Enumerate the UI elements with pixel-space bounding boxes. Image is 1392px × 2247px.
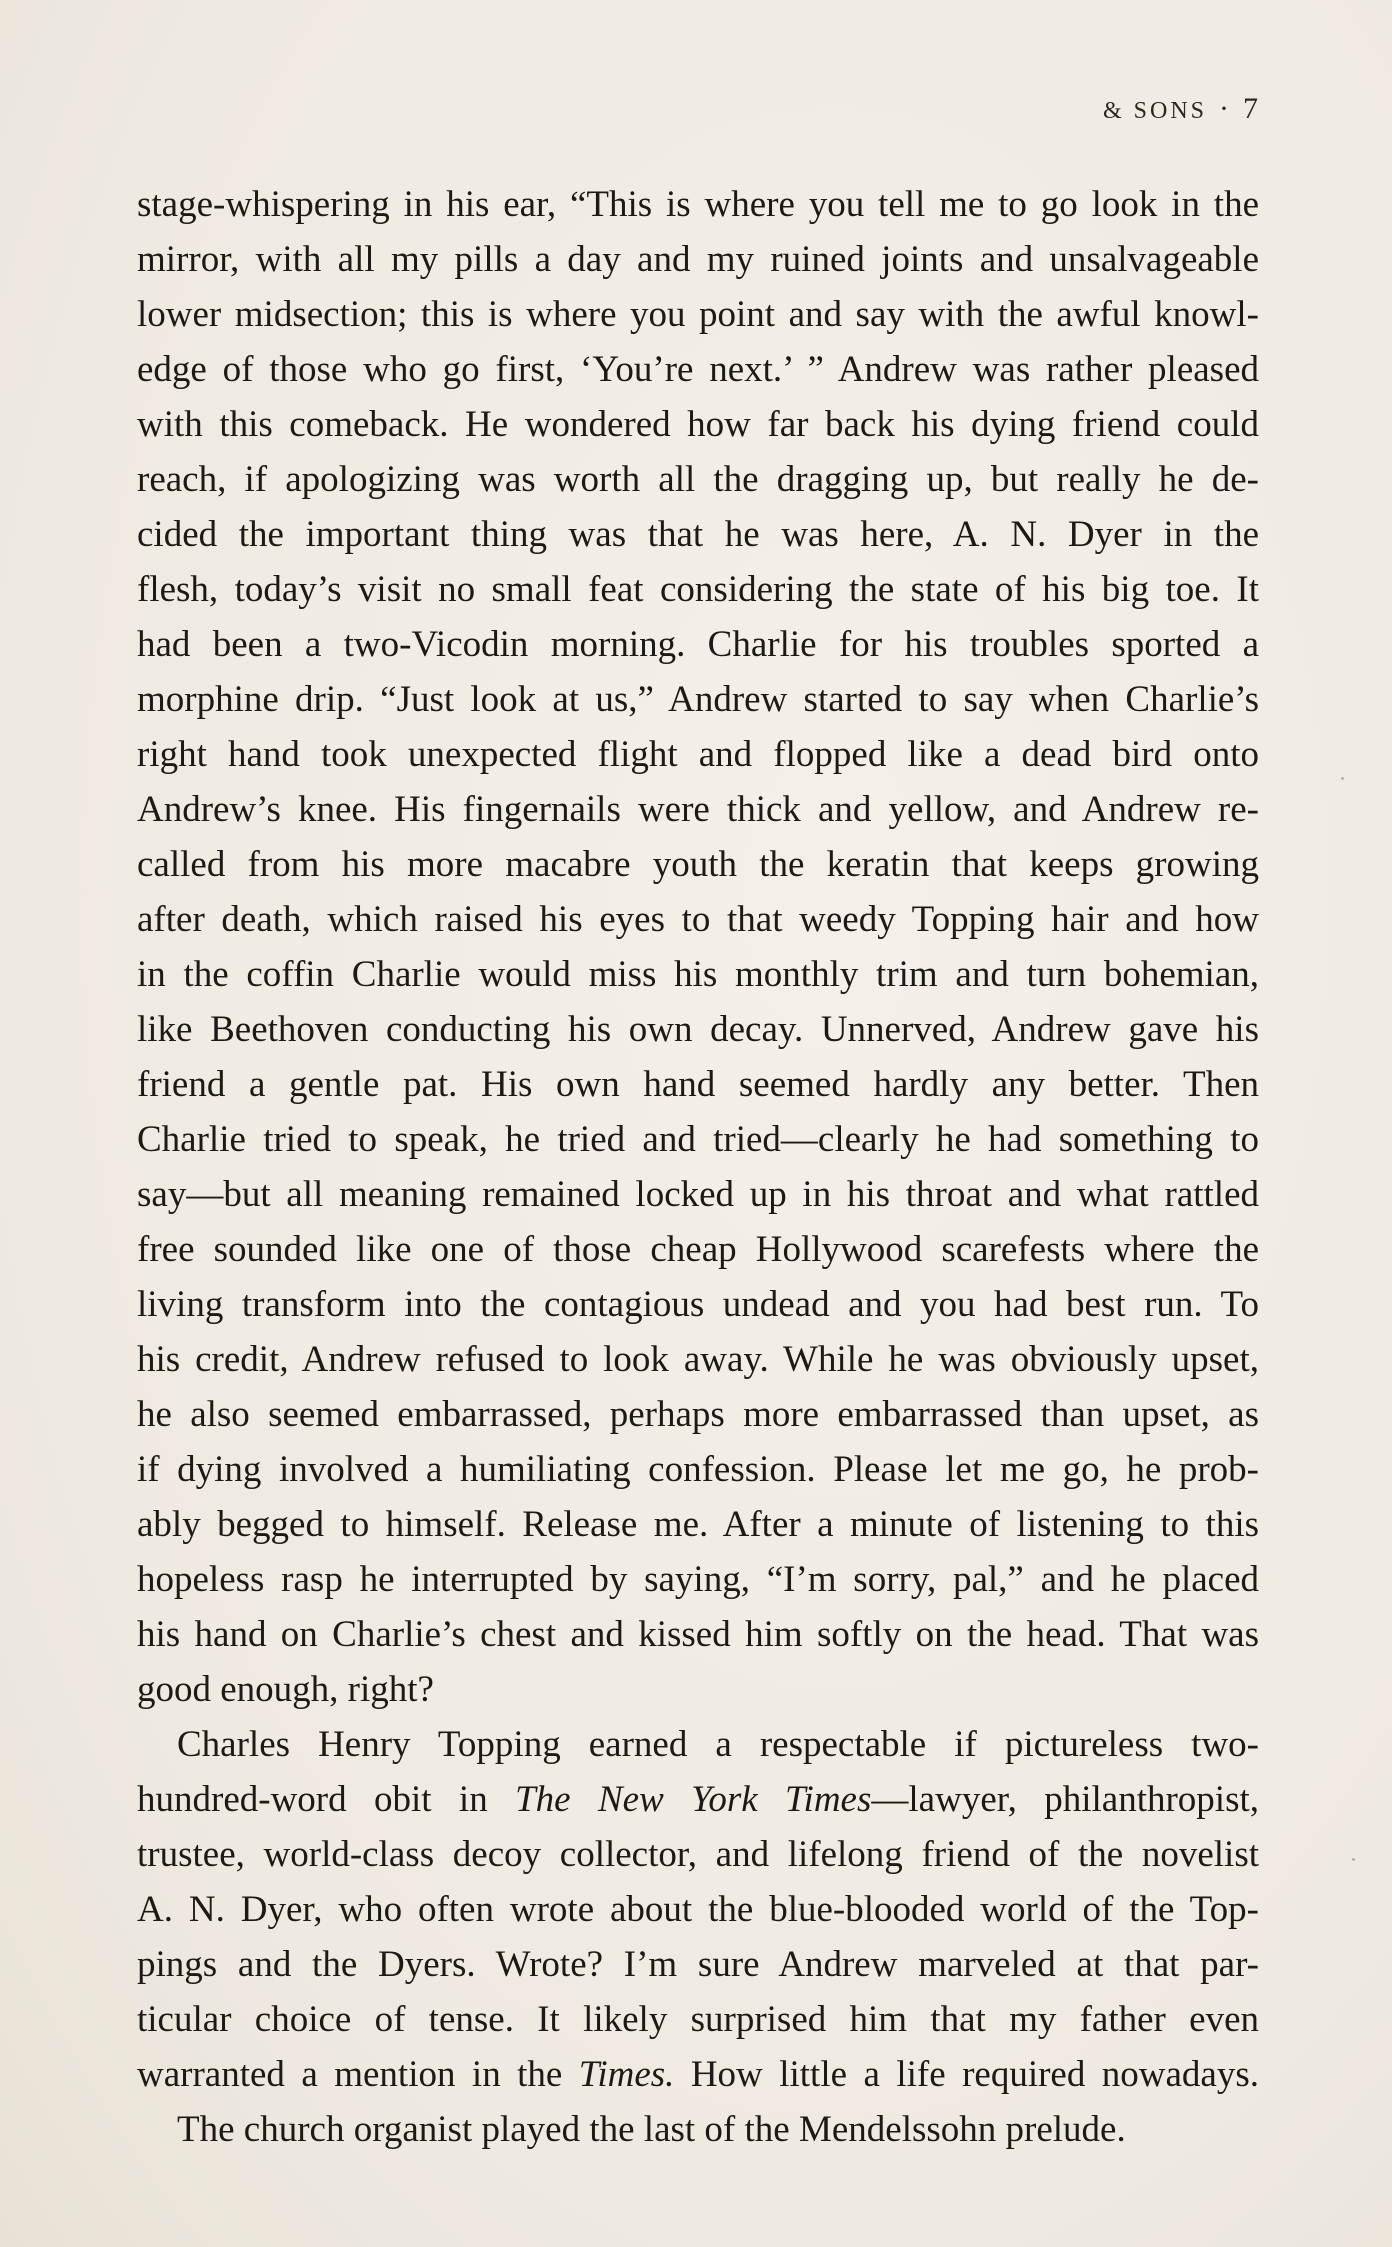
text-line: hopeless rasp he interrupted by saying, “I’m sorry, pal,” and he placed [137, 1559, 1259, 1600]
text-line: in the coffin Charlie would miss his monthly trim and turn bohemian, [137, 954, 1259, 995]
text-line: Charlie tried to speak, he tried and tried—clearly he had something to [137, 1119, 1259, 1160]
header-separator: · [1219, 92, 1231, 125]
text-line: morphine drip. “Just look at us,” Andrew started to say when Charlie’s [137, 679, 1259, 720]
text-line: ticular choice of tense. It likely surprised him that my father even [137, 1999, 1259, 2040]
text-line: Charles Henry Topping earned a respectable if pictureless two- [177, 1724, 1259, 1765]
paper-speck [1352, 1858, 1355, 1861]
text-line [137, 2047, 1259, 2102]
text-line: pings and the Dyers. Wrote? I’m sure Andrew marveled at that par- [137, 1944, 1259, 1985]
text-line: his hand on Charlie’s chest and kissed him softly on the head. That was [137, 1614, 1259, 1655]
text-line: if dying involved a humiliating confession. Please let me go, he prob- [137, 1449, 1259, 1490]
text-line: had been a two-Vicodin morning. Charlie for his troubles sported a [137, 624, 1259, 665]
text-line: ably begged to himself. Release me. After a minute of listening to this [137, 1504, 1259, 1545]
text-line: cided the important thing was that he was here, A. N. Dyer in the [137, 514, 1259, 555]
newspaper-title: The New York Times [515, 1779, 872, 1820]
text-segment: How little a life required nowadays. [674, 2054, 1259, 2095]
text-line: like Beethoven conducting his own decay. Unnerved, Andrew gave his [137, 1009, 1259, 1050]
running-title: & SONS [1102, 98, 1207, 124]
text-line: flesh, today’s visit no small feat considering the state of his big toe. It [137, 569, 1259, 610]
page-number: 7 [1243, 92, 1260, 125]
text-line: Andrew’s knee. His fingernails were thick and yellow, and Andrew re- [137, 789, 1259, 830]
text-line: friend a gentle pat. His own hand seemed hardly any better. Then [137, 1064, 1259, 1105]
text-line: The church organist played the last of the Mendelssohn prelude. [177, 2109, 1126, 2150]
text-line: trustee, world-class decoy collector, and lifelong friend of the novelist [137, 1834, 1259, 1875]
text-segment: hundred-word obit in [137, 1779, 516, 1820]
running-header [1103, 92, 1260, 126]
text-line: mirror, with all my pills a day and my ruined joints and unsalvageable [137, 239, 1259, 280]
text-segment: —lawyer, philanthropist, [871, 1779, 1259, 1820]
text-line: with this comeback. He wondered how far back his dying friend could [137, 404, 1259, 445]
text-line: after death, which raised his eyes to that weedy Topping hair and how [137, 899, 1259, 940]
text-line: stage-whispering in his ear, “This is where you tell me to go look in the [137, 184, 1259, 225]
text-line: he also seemed embarrassed, perhaps more embarrassed than upset, as [137, 1394, 1259, 1435]
text-line: called from his more macabre youth the keratin that keeps growing [137, 844, 1259, 885]
text-line: living transform into the contagious undead and you had best run. To [137, 1284, 1259, 1325]
text-segment: warranted a mention in the [137, 2054, 579, 2095]
text-line: lower midsection; this is where you point and say with the awful knowl- [137, 294, 1259, 335]
paper-speck [1341, 777, 1344, 780]
text-line: A. N. Dyer, who often wrote about the blue-blooded world of the Top- [137, 1889, 1259, 1930]
text-line: good enough, right? [137, 1669, 434, 1710]
text-line [137, 1772, 1259, 1827]
text-line: say—but all meaning remained locked up in his throat and what rattled [137, 1174, 1259, 1215]
text-line: his credit, Andrew refused to look away. While he was obviously upset, [137, 1339, 1259, 1380]
text-line: free sounded like one of those cheap Hollywood scarefests where the [137, 1229, 1259, 1270]
newspaper-title: Times. [578, 2054, 675, 2095]
text-line: reach, if apologizing was worth all the dragging up, but really he de- [137, 459, 1259, 500]
body-text [137, 177, 1259, 2157]
text-line: edge of those who go first, ‘You’re next.’ ” Andrew was rather pleased [137, 349, 1259, 390]
text-line: right hand took unexpected flight and flopped like a dead bird onto [137, 734, 1259, 775]
